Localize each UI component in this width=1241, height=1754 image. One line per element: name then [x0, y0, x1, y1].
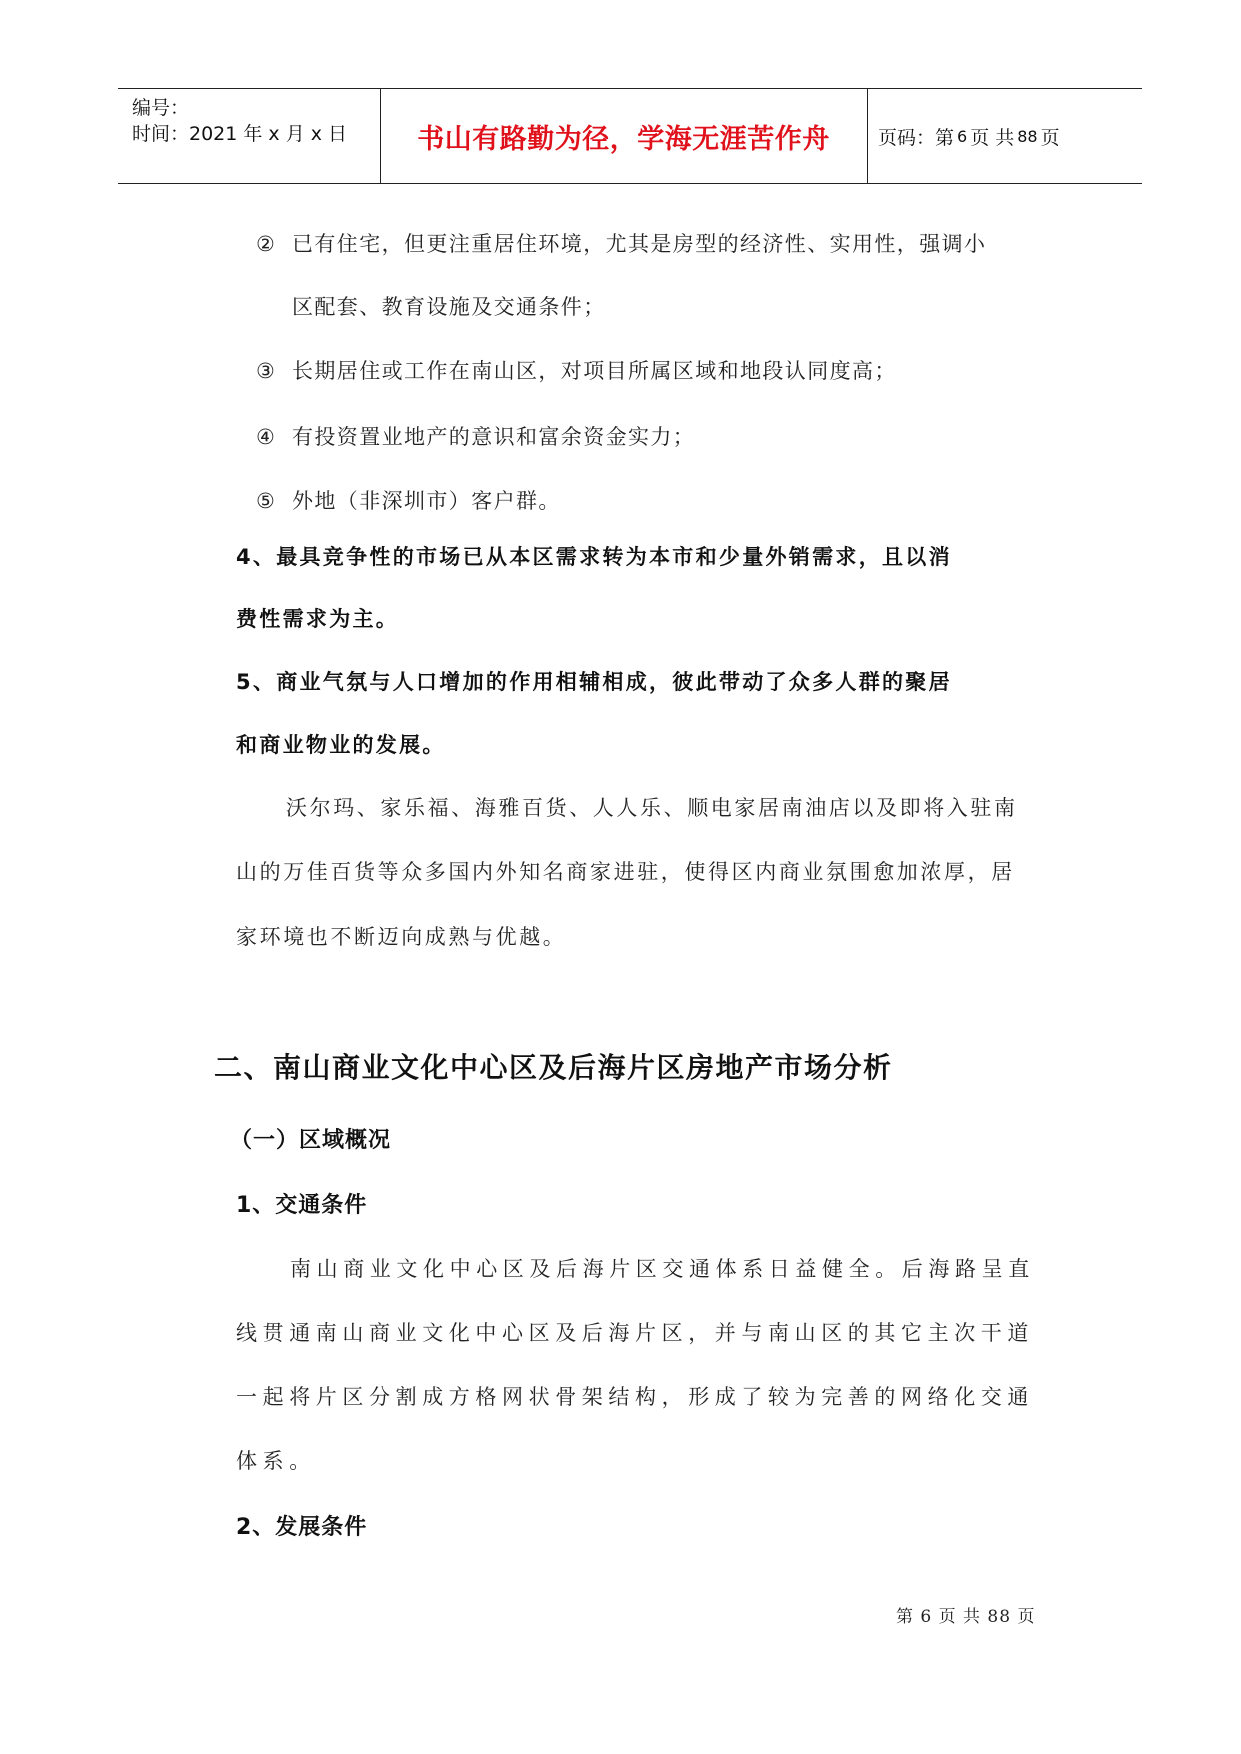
point-5-line: 5、商业气氛与人口增加的作用相辅相成，彼此带动了众多人群的聚居	[236, 670, 952, 694]
header-meta	[132, 95, 347, 147]
list-item	[256, 355, 897, 385]
header-page-current: 6	[957, 126, 968, 146]
item-text: 外地（非深圳市）客户群。	[292, 489, 561, 513]
header-page-info	[878, 89, 1060, 183]
paragraph-line: 体系。	[236, 1449, 316, 1473]
point-4-line: 费性需求为主。	[236, 607, 400, 631]
paragraph-line: 家环境也不断迈向成熟与优越。	[236, 925, 567, 949]
list-item	[256, 228, 986, 258]
page-header	[118, 88, 1142, 184]
header-motto: 书山有路勤为径，学海无涯苦作舟	[417, 123, 830, 155]
header-page-prefix: 页码：第	[878, 126, 955, 149]
paragraph-line: 线贯通南山商业文化中心区及后海片区，并与南山区的其它主次干道	[236, 1321, 1034, 1345]
item-number: ③	[256, 359, 277, 383]
item-text: 已有住宅，但更注重居住环境，尤其是房型的经济性、实用性，强调小	[292, 232, 987, 256]
list-item	[256, 485, 561, 515]
paragraph-line: 沃尔玛、家乐福、海雅百货、人人乐、顺电家居南油店以及即将入驻南	[286, 796, 1018, 820]
page-footer: 第 6 页 共 88 页	[896, 1607, 1036, 1627]
section-title: 二、南山商业文化中心区及后海片区房地产市场分析	[214, 1051, 893, 1084]
paragraph-line: 南山商业文化中心区及后海片区交通体系日益健全。后海路呈直	[290, 1257, 1035, 1281]
subheading-development: 2、发展条件	[236, 1515, 368, 1540]
list-item	[256, 421, 695, 451]
header-page-suffix: 页	[1040, 126, 1060, 149]
item-number: ⑤	[256, 489, 277, 513]
subsection-title: （一）区域概况	[230, 1128, 392, 1153]
paragraph-line: 山的万佳百货等众多国内外知名商家进驻，使得区内商业氛围愈加浓厚，居	[236, 860, 1015, 884]
header-number-label: 编号：	[132, 97, 190, 119]
item-text: 有投资置业地产的意识和富余资金实力；	[292, 425, 696, 449]
item-number: ②	[256, 232, 277, 256]
item-text: 长期居住或工作在南山区，对项目所属区域和地段认同度高；	[292, 359, 897, 383]
list-item-continuation: 区配套、教育设施及交通条件；	[292, 295, 606, 319]
subheading-traffic: 1、交通条件	[236, 1193, 368, 1218]
header-page-mid: 页 共	[970, 126, 1015, 149]
point-5-line: 和商业物业的发展。	[236, 733, 446, 757]
header-page-total: 88	[1017, 126, 1038, 146]
header-time-label: 时间：2021 年 x 月 x 日	[132, 123, 348, 145]
point-4-line: 4、最具竞争性的市场已从本区需求转为本市和少量外销需求，且以消	[236, 545, 952, 569]
header-divider	[867, 89, 868, 183]
item-number: ④	[256, 425, 277, 449]
paragraph-line: 一起将片区分割成方格网状骨架结构，形成了较为完善的网络化交通	[236, 1385, 1034, 1409]
